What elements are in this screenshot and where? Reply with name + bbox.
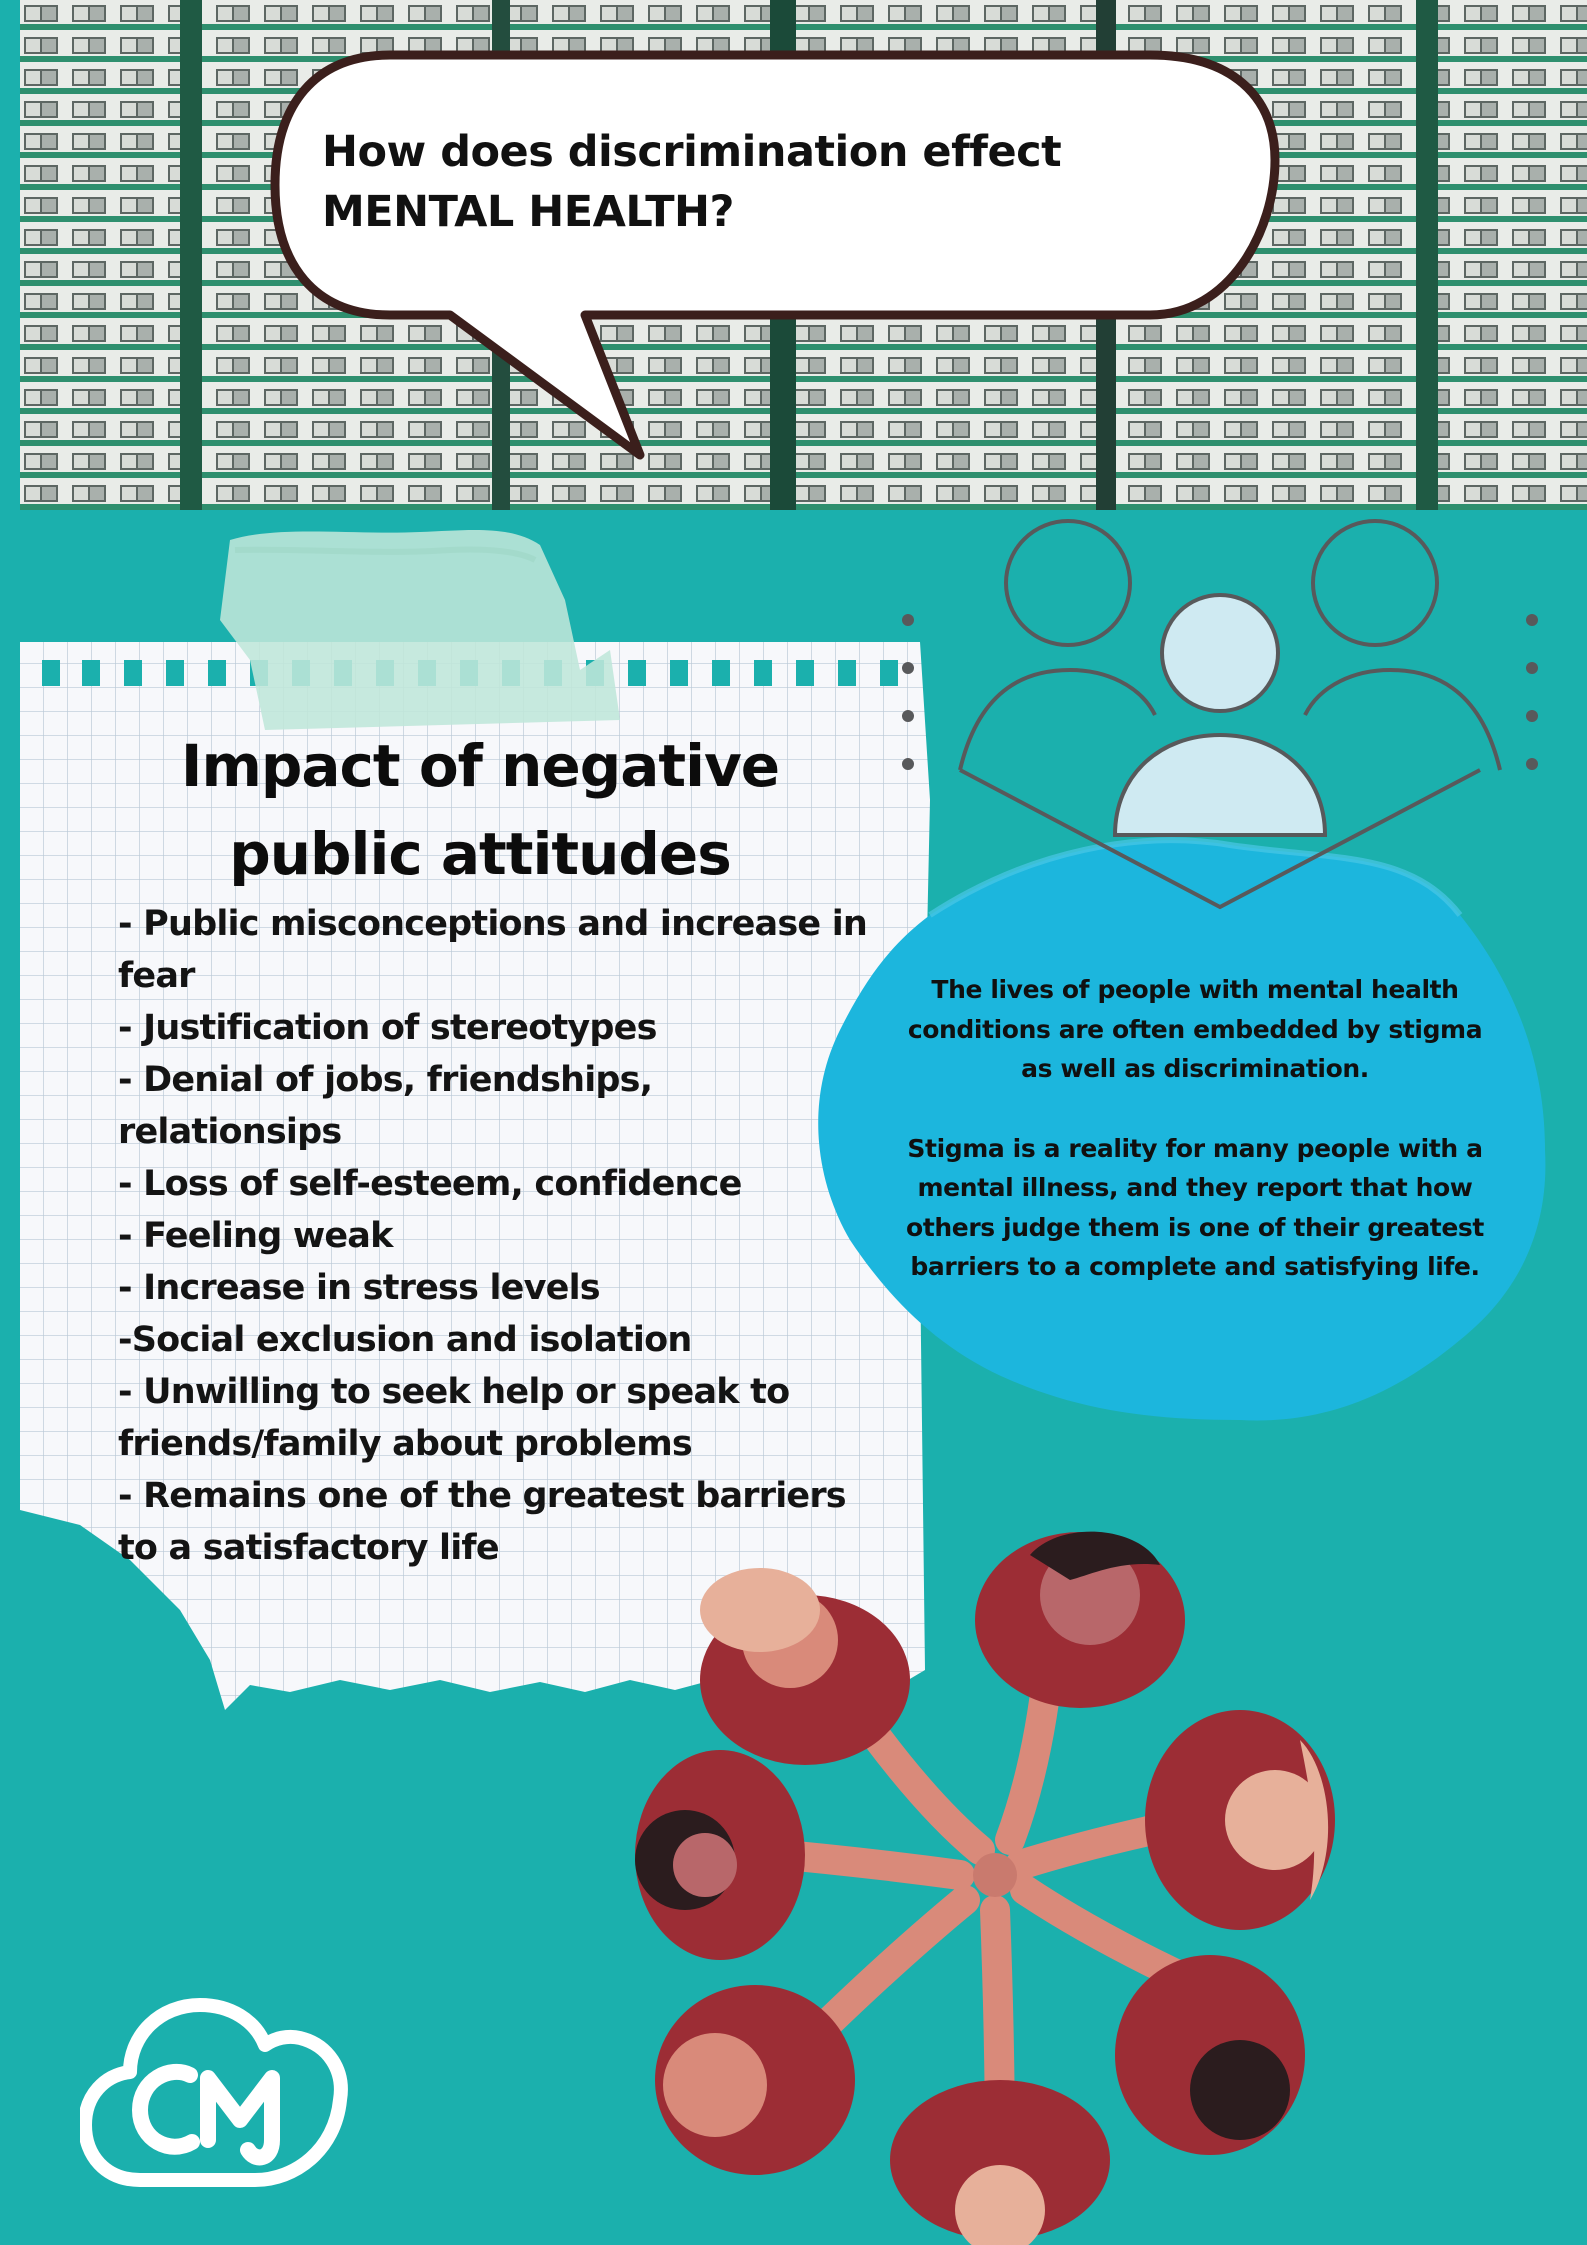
stigma-paragraph-2: Stigma is a reality for many people with a mental illness, and they report that how others judge them is one of their greatest barriers to a complete and satisfying life. <box>906 1133 1484 1281</box>
note-title: Impact of negative public attitudes <box>180 732 780 888</box>
stigma-paragraph-1: The lives of people with mental health conditions are often embedded by stigma as well as discrimination. <box>907 975 1483 1083</box>
people-circle-illustration <box>620 1520 1360 2245</box>
speech-bubble <box>270 50 1280 470</box>
list-item: - Increase in stress levels <box>118 1268 600 1308</box>
list-item: - Justification of stereotypes <box>118 1008 657 1048</box>
list-item: -Social exclusion and isolation <box>118 1320 692 1360</box>
paragraph-gap <box>905 1089 1485 1129</box>
list-item: - Loss of self-esteem, confidence <box>118 1164 742 1204</box>
stigma-text <box>905 970 1485 1287</box>
people-group-icon <box>890 505 1570 925</box>
headline-line-2: MENTAL HEALTH? <box>322 187 734 237</box>
headline-line-1: How does discrimination effect <box>322 127 1062 177</box>
list-item: - Feeling weak <box>118 1216 393 1256</box>
list-item: - Remains one of the greatest barriers to a satisfactory life <box>118 1476 846 1568</box>
list-item: - Unwilling to seek help or speak to friends/family about problems <box>118 1372 790 1464</box>
list-item: - Denial of jobs, friendships, relationsips <box>118 1060 653 1152</box>
speech-bubble-text <box>322 122 1122 242</box>
cm-cloud-logo <box>80 1990 350 2200</box>
impact-list <box>118 898 878 1574</box>
list-item: - Public misconceptions and increase in fear <box>118 904 868 996</box>
